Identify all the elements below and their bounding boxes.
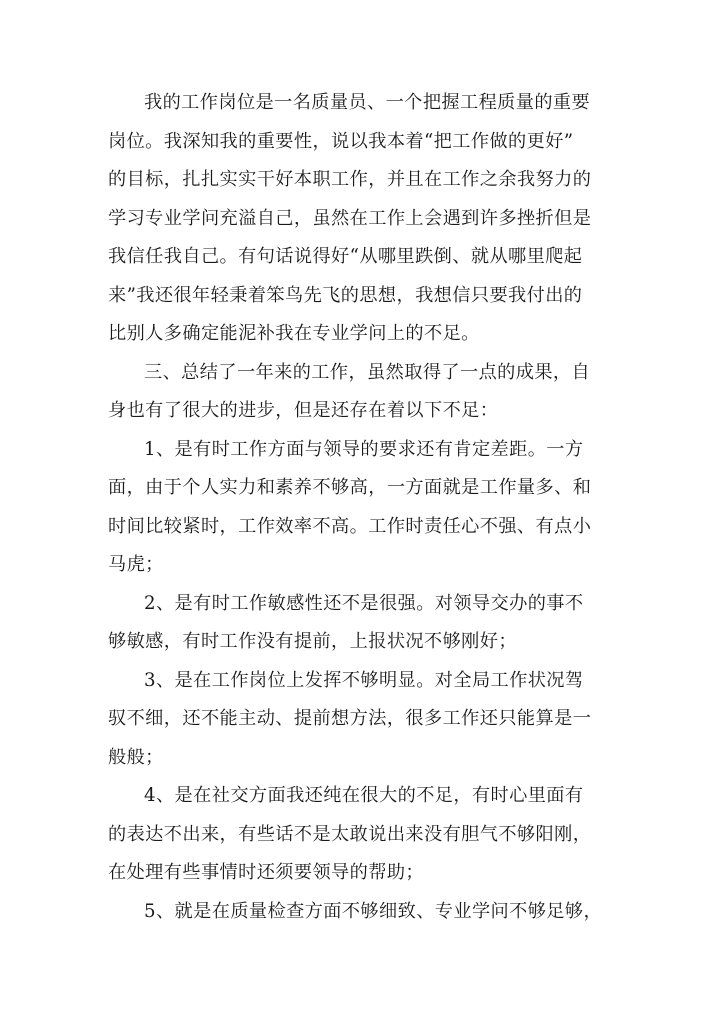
text-line: 在处理有些事情时还须要领导的帮助； [108,862,424,883]
text-line: 学习专业学问充溢自己，虽然在工作上会遇到许多挫折但是 [108,207,592,229]
paragraph-role-intro [108,84,612,354]
text-line: 来”我还很年轻秉着笨鸟先飞的思想，我想信只要我付出的 [108,284,583,306]
text-line: 4、是在社交方面我还纯在很大的不足，有时心里面有 [144,785,584,806]
text-line: 3、是在工作岗位上发挥不够明显。对全局工作状况驾 [144,669,584,691]
paragraph-item-5 [108,893,612,932]
text-line: 面，由于个人实力和素养不够高，一方面就是工作量多、和 [108,477,592,498]
text-line: 时间比较紧时，工作效率不高。工作时责任心不强、有点小 [108,515,592,537]
text-line: 身也有了很大的进步，但是还存在着以下不足： [108,400,499,421]
text-line: 的目标，扎扎实实干好本职工作，并且在工作之余我努力的 [108,169,592,190]
paragraph-item-2 [108,585,612,662]
text-line: 马虎； [108,554,164,575]
paragraph-item-3 [108,662,612,778]
text-line: 比别人多确定能泥补我在专业学问上的不足。 [108,323,480,344]
text-line: 够敏感，有时工作没有提前，上报状况不够刚好； [108,631,517,652]
text-line: 三、总结了一年来的工作，虽然取得了一点的成果，自 [144,361,591,383]
text-line: 2、是有时工作敏感性还不是很强。对领导交办的事不 [144,592,584,614]
text-line: 5、就是在质量检查方面不够细致、专业学问不够足够， [144,900,603,922]
paragraph-item-1 [108,431,612,585]
text-line: 般般； [108,746,164,768]
paragraph-section-three [108,354,612,431]
text-line: 我的工作岗位是一名质量员、一个把握工程质量的重要 [144,92,591,113]
text-line: 岗位。我深知我的重要性，说以我本着“把工作做的更好” [108,130,574,152]
text-line: 1、是有时工作方面与领导的要求还有肯定差距。一方 [144,438,584,460]
document-page [108,84,612,931]
paragraph-item-4 [108,777,612,893]
text-line: 的表达不出来，有些话不是太敢说出来没有胆气不够阳刚， [108,823,592,845]
text-line: 我信任我自己。有句话说得好“从哪里跌倒、就从哪里爬起 [108,246,583,267]
text-line: 驭不细，还不能主动、提前想方法，很多工作还只能算是一 [108,708,592,729]
